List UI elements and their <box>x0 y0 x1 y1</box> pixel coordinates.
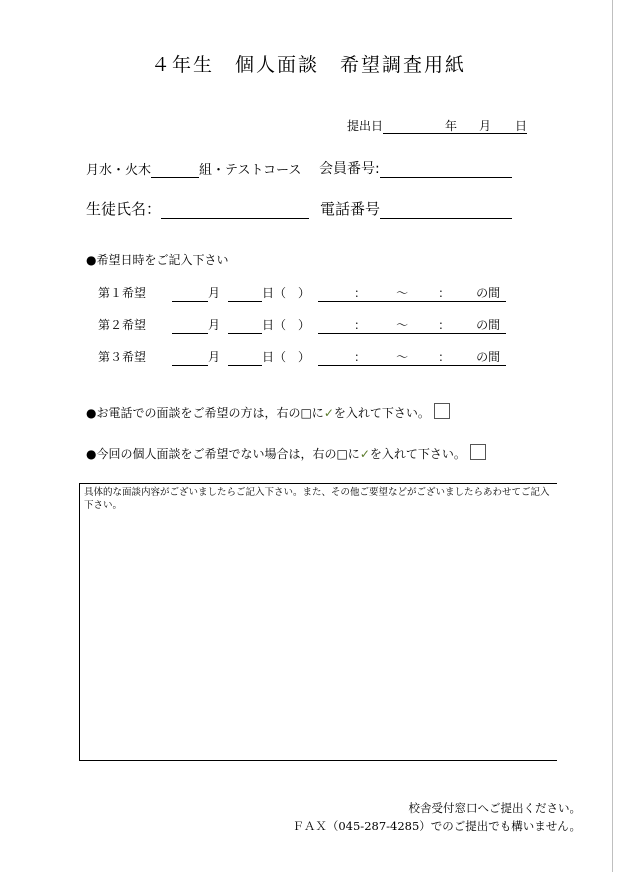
month-unit: 月 <box>208 318 221 332</box>
day-field[interactable] <box>228 319 262 334</box>
phone-number-field[interactable] <box>380 204 512 219</box>
schedule-row-2 <box>98 316 506 334</box>
choice-label: 第１希望 <box>98 286 147 300</box>
no-interview-text-after: を入れて下さい。 <box>369 447 466 461</box>
suffix: の間 <box>476 350 501 364</box>
form-title: ４年生 個人面談 希望調査用紙 <box>150 54 466 76</box>
phone-interview-text-after: を入れて下さい。 <box>333 406 430 420</box>
month-unit: 月 <box>208 286 221 300</box>
choice-label: 第２希望 <box>98 318 147 332</box>
tilde: ～ <box>396 318 409 332</box>
group-suffix: 組・テストコース <box>199 163 302 178</box>
colon: ： <box>354 286 367 300</box>
member-number-label: 会員番号: <box>319 161 380 177</box>
student-name-field[interactable] <box>161 204 309 219</box>
comments-instructions: 具体的な面談内容がございましたらご記入下さい。また、その他ご要望などがございましたらあわせてご記入下さい。 <box>84 487 550 511</box>
tilde: ～ <box>396 350 409 364</box>
month-field[interactable] <box>172 319 208 334</box>
phone-interview-option <box>86 403 450 421</box>
day-field[interactable] <box>228 351 262 366</box>
footer-line-2: ＦＡＸ（045-287-4285）でのご提出でも構いません。 <box>292 819 581 833</box>
phone-number-label: 電話番号 <box>320 200 381 218</box>
month-label: 月 <box>479 119 492 133</box>
no-interview-text: ●今回の個人面談をご希望でない場合は，右の□に <box>86 447 360 461</box>
submission-date-label: 提出日 <box>347 119 384 133</box>
choice-label: 第３希望 <box>98 350 147 364</box>
student-name-row <box>86 198 309 219</box>
month-unit: 月 <box>208 350 221 364</box>
month-field[interactable] <box>172 351 208 366</box>
time-range-field[interactable] <box>318 348 506 366</box>
year-blank[interactable] <box>383 119 423 134</box>
day-unit: 日（ ） <box>262 318 311 332</box>
colon: ： <box>438 318 451 332</box>
colon: ： <box>438 350 451 364</box>
phone-interview-checkbox[interactable] <box>434 403 450 419</box>
group-field[interactable] <box>151 163 199 178</box>
time-range-field[interactable] <box>318 316 506 334</box>
no-interview-checkbox[interactable] <box>470 444 486 460</box>
check-mark-icon: ✓ <box>323 406 334 420</box>
class-row <box>86 159 301 178</box>
course-prefix: 月水・火木 <box>86 163 152 178</box>
member-number-row <box>319 158 512 178</box>
colon: ： <box>354 318 367 332</box>
time-range-field[interactable] <box>318 284 506 302</box>
colon: ： <box>354 350 367 364</box>
year-blank-2[interactable] <box>423 119 445 134</box>
day-unit: 日（ ） <box>262 350 311 364</box>
suffix: の間 <box>476 318 501 332</box>
schedule-row-1 <box>98 284 506 302</box>
member-number-field[interactable] <box>380 163 512 178</box>
phone-number-row <box>320 198 512 219</box>
student-name-label: 生徒氏名： <box>86 200 162 218</box>
footer-line-1: 校舎受付窓口へご提出ください。 <box>408 801 581 815</box>
submission-date-row <box>347 117 527 134</box>
no-interview-option <box>86 444 486 462</box>
year-label: 年 <box>445 119 458 133</box>
schedule-heading: ●希望日時をご記入下さい <box>86 253 229 267</box>
month-field[interactable] <box>172 287 208 302</box>
check-mark-icon: ✓ <box>359 447 370 461</box>
schedule-row-3 <box>98 348 506 366</box>
colon: ： <box>438 286 451 300</box>
phone-interview-text: ●お電話での面談をご希望の方は，右の□に <box>86 406 324 420</box>
suffix: の間 <box>476 286 501 300</box>
page-edge <box>612 0 613 872</box>
day-field[interactable] <box>228 287 262 302</box>
tilde: ～ <box>396 286 409 300</box>
day-blank[interactable] <box>491 119 515 134</box>
day-label: 日 <box>515 119 528 133</box>
day-unit: 日（ ） <box>262 286 311 300</box>
month-blank[interactable] <box>457 119 479 134</box>
comments-textarea[interactable] <box>79 483 557 761</box>
